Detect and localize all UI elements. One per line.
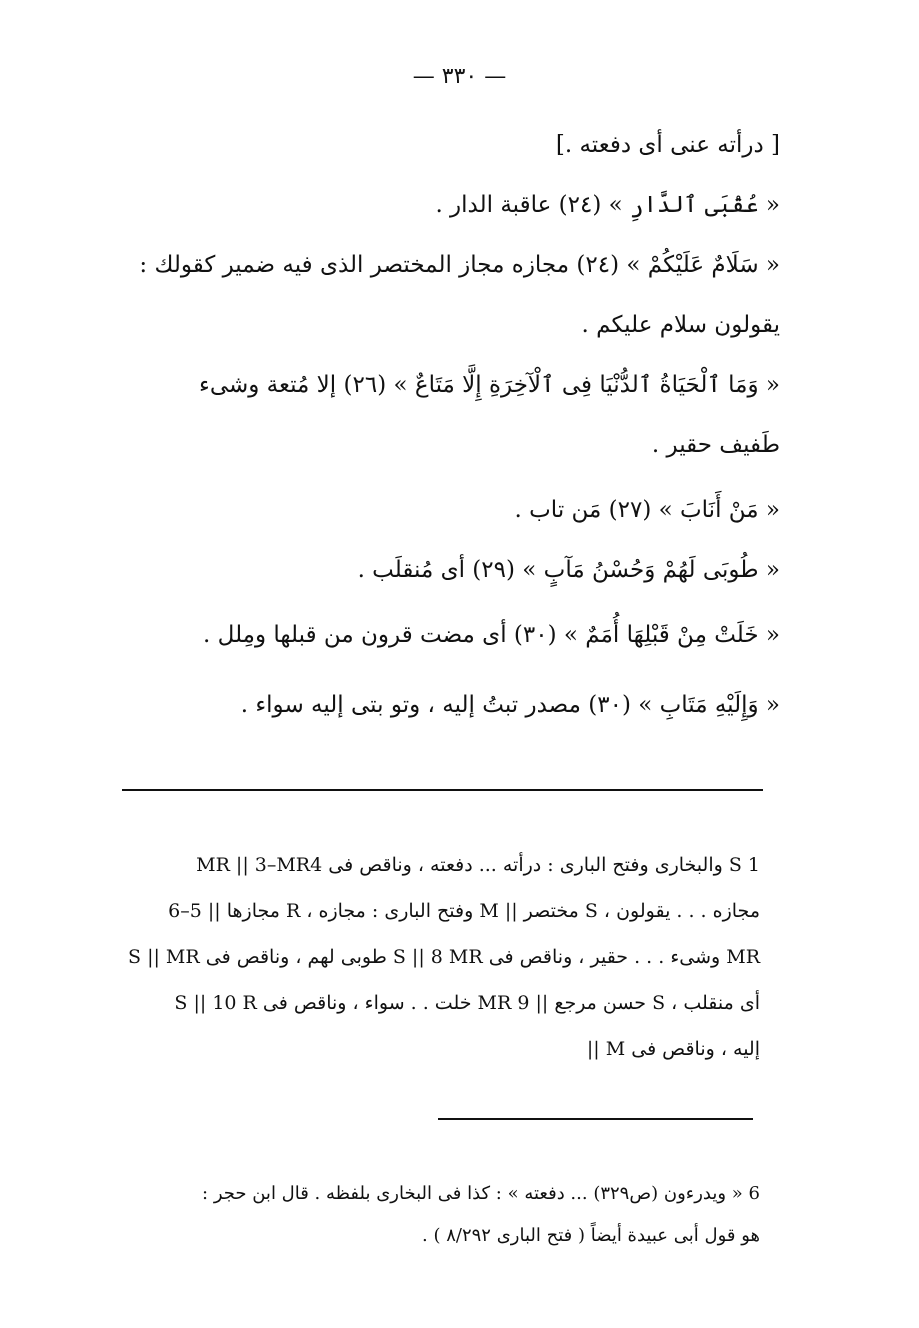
text-line [100,430,780,460]
critical-apparatus [110,850,760,1080]
apparatus-line: أى منقلب ، S حسن مرجع || 9 MR خلت . . سواء ، وناقص فى S || 10 R [174,992,760,1014]
footnote-separator [438,1118,753,1120]
text-line [100,190,780,220]
text-line-content: يقولون سلام عليكم . [581,312,780,338]
text-line-content: « سَلَامٌ عَلَيْكُمْ » (٢٤) مجازه مجاز المختصر الذى فيه ضمير كقولك : [139,252,780,278]
text-line-content: « عُقْبَى ٱلدَّارِ » (٢٤) عاقبة الدار . [435,192,780,218]
footnotes [110,1180,760,1264]
text-line-content: « وَإِلَيْهِ مَتَابِ » (٣٠) مصدر تبتُ إليه ، وتو بتى إليه سواء . [240,692,780,718]
text-line-content: [ درأته عنى أى دفعته .] [555,132,780,158]
text-line-content: طَفيف حقير . [651,432,780,458]
text-line [100,620,780,650]
text-line-content: « طُوبَى لَهُمْ وَحُسْنُ مَآبٍ » (٢٩) أى مُنقلَب . [357,557,780,583]
apparatus-line: مجازه . . . يقولون ، S مختصر || M وفتح البارى : مجازه ، R مجازها || 5–6 [168,900,760,922]
apparatus-line: MR وشىء . . . حقير ، وناقص فى S || 8 MR طوبى لهم ، وناقص فى S || MR [128,946,760,968]
footnote-line: 6 « ويدرءون (ص٣٢٩) ... دفعته » : كذا فى البخارى بلفظه . قال ابن حجر : [202,1183,760,1204]
text-line-content: « خَلَتْ مِنْ قَبْلِهَا أُمَمٌ » (٣٠) أى مضت قرون من قبلها ومِلل . [203,622,780,648]
separator-line [122,789,763,791]
page-number: — ٣٣٠ — [412,64,507,89]
text-line [100,370,780,400]
text-line [100,310,780,340]
text-line [100,690,780,720]
text-line [100,130,780,160]
apparatus-line: إليه ، وناقص فى M || [586,1038,760,1060]
footnote-line: هو قول أبى عبيدة أيضاً ( فتح البارى ٨/٢٩٢ ) . [422,1225,760,1246]
text-line [100,250,780,280]
apparatus-line: 1 S والبخارى وفتح البارى : درأته ... دفعته ، وناقص فى MR || 3–MR4 [196,854,760,876]
text-line-content: « مَنْ أَنَابَ » (٢٧) مَن تاب . [514,497,780,523]
text-line [100,495,780,525]
text-line [100,555,780,585]
text-line-content: « وَمَا ٱلْحَيَاةُ ٱلدُّنْيَا فِى ٱلْآخِرَةِ إِلَّا مَتَاعٌ » (٢٦) إلا مُتعة وشىء [199,372,780,398]
